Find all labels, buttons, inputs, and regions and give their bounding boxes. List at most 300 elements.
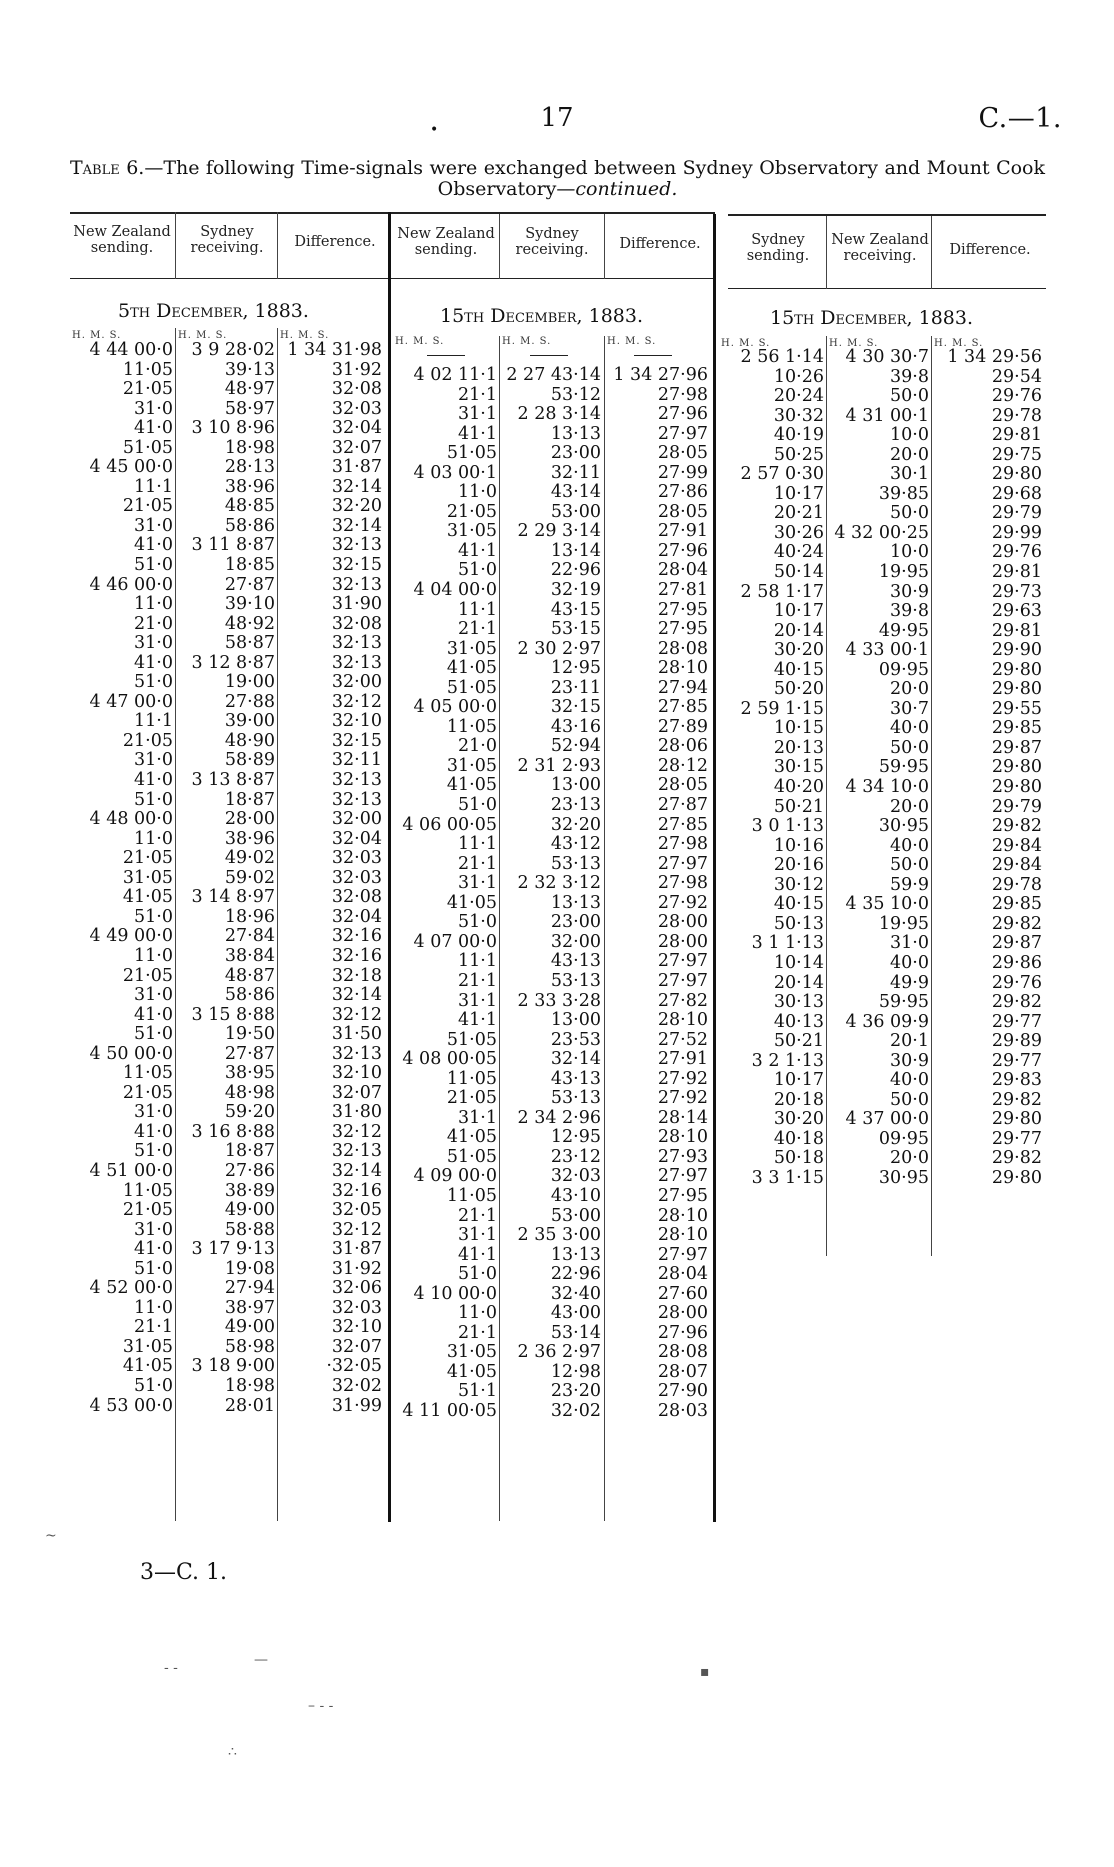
table-cell: 21·0 bbox=[134, 613, 173, 634]
table-cell: 29·82 bbox=[991, 913, 1042, 934]
table-cell: 59·02 bbox=[224, 867, 275, 888]
table-cell: 4 09 00·0 bbox=[413, 1166, 497, 1187]
ink-mark: ~ bbox=[45, 1528, 57, 1544]
table-cell: 32·02 bbox=[331, 1375, 382, 1396]
table-cell: 21·05 bbox=[446, 1088, 497, 1109]
table-cell: 43·14 bbox=[550, 482, 601, 503]
table-cell: 21·05 bbox=[122, 730, 173, 751]
table-cell: 41·05 bbox=[446, 1127, 497, 1148]
table-cell: 4 45 00·0 bbox=[89, 457, 173, 478]
table-cell: 32·00 bbox=[331, 672, 382, 693]
col-difference-3 bbox=[930, 348, 1042, 1189]
table-cell: 27·87 bbox=[657, 795, 708, 816]
table-cell: 23·20 bbox=[550, 1381, 601, 1402]
table-cell: 2 27 43·14 bbox=[506, 365, 601, 385]
table-cell: 10·0 bbox=[890, 542, 929, 563]
table-cell: 32·12 bbox=[331, 1121, 382, 1142]
table-cell: 51·0 bbox=[134, 1141, 173, 1162]
table-cell: 13·13 bbox=[550, 1244, 601, 1265]
table-cell: 40·0 bbox=[890, 718, 929, 739]
table-cell: 32·13 bbox=[331, 574, 382, 595]
table-cell: 11·05 bbox=[446, 1185, 497, 1206]
table-cell: 29·99 bbox=[991, 522, 1042, 543]
table-cell: 51·05 bbox=[122, 437, 173, 458]
table-cell: 21·05 bbox=[122, 965, 173, 986]
header-nz-sending-1 bbox=[68, 224, 176, 256]
table-cell: 51·0 bbox=[134, 789, 173, 810]
section-date-2: 15th December, 1883. bbox=[440, 305, 643, 327]
table-cell: 30·9 bbox=[890, 1050, 929, 1071]
table-cell: 19·95 bbox=[878, 913, 929, 934]
table-cell: 38·97 bbox=[224, 1297, 275, 1318]
table-cell: 4 04 00·0 bbox=[413, 580, 497, 601]
table-cell: 11·0 bbox=[458, 482, 497, 503]
table-cell: 20·1 bbox=[890, 1031, 929, 1052]
table-cell: 32·12 bbox=[331, 691, 382, 712]
table-cell: 58·97 bbox=[224, 398, 275, 419]
table-cell: 10·17 bbox=[773, 483, 824, 504]
table-cell: 30·1 bbox=[890, 464, 929, 485]
table-cell: 2 30 2·97 bbox=[517, 638, 601, 659]
table-cell: 29·54 bbox=[991, 366, 1042, 387]
table-cell: 27·81 bbox=[657, 580, 708, 601]
table-cell: 32·08 bbox=[331, 379, 382, 400]
table-cell: 31·80 bbox=[331, 1102, 382, 1123]
table-cell: 3 14 8·97 bbox=[191, 887, 275, 908]
table-cell: 51·0 bbox=[134, 672, 173, 693]
table-cell: 18·98 bbox=[224, 437, 275, 458]
col-difference-1 bbox=[276, 341, 382, 1416]
col-rule bbox=[931, 216, 932, 289]
table-cell: 28·13 bbox=[224, 457, 275, 478]
table-cell: 3 16 8·88 bbox=[191, 1121, 275, 1142]
table-cell: 4 02 11·1 bbox=[413, 365, 497, 385]
ink-mark: — bbox=[254, 1652, 268, 1668]
table-cell: 4 51 00·0 bbox=[89, 1160, 173, 1181]
table-cell: 28·10 bbox=[657, 1205, 708, 1226]
table-cell: 28·08 bbox=[657, 638, 708, 659]
table-cell: 30·20 bbox=[773, 1109, 824, 1130]
table-cell: 30·95 bbox=[878, 816, 929, 837]
table-cell: 32·15 bbox=[331, 730, 382, 751]
table-cell: 13·14 bbox=[550, 540, 601, 561]
table-cell: 09·95 bbox=[878, 659, 929, 680]
table-cell: 27·97 bbox=[657, 970, 708, 991]
rule-top-left bbox=[70, 212, 715, 214]
table-cell: 32·16 bbox=[331, 945, 382, 966]
table-cell: 41·0 bbox=[134, 652, 173, 673]
table-cell: 29·79 bbox=[991, 503, 1042, 524]
table-cell: 51·05 bbox=[446, 677, 497, 698]
table-cell: 41·1 bbox=[458, 1244, 497, 1265]
table-cell: 11·05 bbox=[122, 1180, 173, 1201]
table-cell: 28·00 bbox=[657, 931, 708, 952]
table-cell: 29·63 bbox=[991, 601, 1042, 622]
table-cell: 30·9 bbox=[890, 581, 929, 602]
table-cell: 41·05 bbox=[122, 887, 173, 908]
table-cell: 31·0 bbox=[890, 933, 929, 954]
header-nz-receiving-3 bbox=[828, 232, 932, 264]
ink-mark: – ‐ ‐ bbox=[308, 1698, 334, 1714]
table-cell: 28·03 bbox=[657, 1400, 708, 1421]
table-cell: 23·13 bbox=[550, 795, 601, 816]
table-cell: 32·03 bbox=[331, 1297, 382, 1318]
units-diff-3: H. M. S. bbox=[934, 338, 984, 349]
table-cell: 32·00 bbox=[550, 931, 601, 952]
table-cell: 32·13 bbox=[331, 789, 382, 810]
table-cell: 2 59 1·15 bbox=[740, 698, 824, 719]
table-cell: 43·12 bbox=[550, 834, 601, 855]
table-cell: 50·25 bbox=[773, 444, 824, 465]
page-number: 17 bbox=[540, 103, 574, 133]
table-cell: 27·98 bbox=[657, 834, 708, 855]
rule-header-left bbox=[70, 278, 715, 279]
table-cell: 4 30 30·7 bbox=[845, 347, 929, 367]
table-cell: 31·1 bbox=[458, 1107, 497, 1128]
table-cell: 4 52 00·0 bbox=[89, 1278, 173, 1299]
table-cell: 28·14 bbox=[657, 1107, 708, 1128]
table-cell: 31·0 bbox=[134, 985, 173, 1006]
units-nz-send-1: H. M. S. bbox=[72, 330, 122, 341]
table-cell: 51·0 bbox=[134, 1258, 173, 1279]
table-cell: 1 34 31·98 bbox=[287, 340, 382, 360]
table-cell: 29·80 bbox=[991, 464, 1042, 485]
table-cell: 22·96 bbox=[550, 1264, 601, 1285]
table-cell: 31·1 bbox=[458, 1225, 497, 1246]
table-cell: 3 0 1·13 bbox=[751, 816, 824, 837]
table-cell: 27·86 bbox=[224, 1160, 275, 1181]
table-cell: 27·97 bbox=[657, 853, 708, 874]
table-cell: 29·80 bbox=[991, 1167, 1042, 1188]
col-rule bbox=[175, 212, 176, 279]
header-line: Sydney bbox=[200, 224, 254, 240]
table-cell: 18·98 bbox=[224, 1375, 275, 1396]
table-cell: 27·96 bbox=[657, 1322, 708, 1343]
table-cell: 10·26 bbox=[773, 366, 824, 387]
table-cell: 27·97 bbox=[657, 951, 708, 972]
table-cell: 32·15 bbox=[331, 555, 382, 576]
table-cell: 10·17 bbox=[773, 1070, 824, 1091]
col-syd-receiving-1 bbox=[174, 341, 275, 1416]
table-cell: 32·03 bbox=[331, 398, 382, 419]
table-cell: 41·05 bbox=[446, 658, 497, 679]
table-cell: 32·13 bbox=[331, 1141, 382, 1162]
table-cell: 3 3 1·15 bbox=[751, 1167, 824, 1188]
blank-dash bbox=[427, 355, 465, 356]
table-cell: 29·78 bbox=[991, 405, 1042, 426]
table-cell: 32·10 bbox=[331, 1063, 382, 1084]
table-cell: 21·1 bbox=[458, 970, 497, 991]
table-cell: 49·95 bbox=[878, 620, 929, 641]
table-cell: 51·1 bbox=[458, 1381, 497, 1402]
table-cell: 50·18 bbox=[773, 1148, 824, 1169]
table-cell: 29·84 bbox=[991, 855, 1042, 876]
table-cell: 50·0 bbox=[890, 737, 929, 758]
table-cell: 53·00 bbox=[550, 501, 601, 522]
table-cell: 32·04 bbox=[331, 906, 382, 927]
table-cell: 2 31 2·93 bbox=[517, 755, 601, 776]
table-cell: 50·21 bbox=[773, 796, 824, 817]
table-cell: 27·85 bbox=[657, 814, 708, 835]
table-cell: 28·07 bbox=[657, 1361, 708, 1382]
table-cell: 4 44 00·0 bbox=[89, 340, 173, 360]
table-cell: 31·90 bbox=[331, 594, 382, 615]
table-cell: 1 34 29·56 bbox=[947, 347, 1042, 367]
table-cell: 29·68 bbox=[991, 483, 1042, 504]
table-cell: 21·0 bbox=[458, 736, 497, 757]
table-cell: 2 57 0·30 bbox=[740, 464, 824, 485]
table-cell: 29·84 bbox=[991, 835, 1042, 856]
table-cell: 2 35 3·00 bbox=[517, 1225, 601, 1246]
table-cell: 53·00 bbox=[550, 1205, 601, 1226]
table-cell: 49·00 bbox=[224, 1200, 275, 1221]
table-cell: 51·05 bbox=[446, 1029, 497, 1050]
table-cell: 10·0 bbox=[890, 425, 929, 446]
table-cell: 41·0 bbox=[134, 770, 173, 791]
table-cell: 41·0 bbox=[134, 1239, 173, 1260]
table-cell: 13·00 bbox=[550, 1010, 601, 1031]
table-cell: 20·21 bbox=[773, 503, 824, 524]
table-cell: 40·20 bbox=[773, 777, 824, 798]
table-cell: 31·1 bbox=[458, 990, 497, 1011]
table-cell: 3 13 8·87 bbox=[191, 770, 275, 791]
table-cell: 27·98 bbox=[657, 384, 708, 405]
table-cell: 10·14 bbox=[773, 952, 824, 973]
table-cell: 29·79 bbox=[991, 796, 1042, 817]
table-cell: 21·1 bbox=[458, 853, 497, 874]
table-cell: 20·14 bbox=[773, 620, 824, 641]
table-cell: 11·0 bbox=[134, 594, 173, 615]
table-cell: 51·0 bbox=[458, 795, 497, 816]
table-cell: 51·0 bbox=[134, 1375, 173, 1396]
table-cell: 11·1 bbox=[458, 599, 497, 620]
table-cell: 27·95 bbox=[657, 1185, 708, 1206]
table-cell: 30·20 bbox=[773, 640, 824, 661]
header-difference-2: Difference. bbox=[619, 236, 701, 252]
table-cell: 4 31 00·1 bbox=[845, 405, 929, 426]
table-cell: 32·16 bbox=[331, 1180, 382, 1201]
table-cell: 30·13 bbox=[773, 992, 824, 1013]
table-cell: 43·13 bbox=[550, 1068, 601, 1089]
header-line: receiving. bbox=[515, 242, 589, 258]
table-cell: 2 32 3·12 bbox=[517, 873, 601, 894]
table-cell: 4 36 09·9 bbox=[845, 1011, 929, 1032]
table-cell: 58·87 bbox=[224, 633, 275, 654]
table-cell: 11·1 bbox=[458, 951, 497, 972]
table-cell: 3 9 28·02 bbox=[191, 340, 275, 360]
table-cell: 4 06 00·05 bbox=[402, 814, 497, 835]
table-cell: 21·1 bbox=[458, 384, 497, 405]
table-cell: 19·95 bbox=[878, 562, 929, 583]
table-cell: 29·86 bbox=[991, 952, 1042, 973]
table-cell: 30·12 bbox=[773, 874, 824, 895]
table-cell: 18·85 bbox=[224, 555, 275, 576]
table-cell: 58·88 bbox=[224, 1219, 275, 1240]
table-cell: 30·7 bbox=[890, 698, 929, 719]
table-cell: 27·87 bbox=[224, 574, 275, 595]
table-cell: 23·53 bbox=[550, 1029, 601, 1050]
table-cell: 27·86 bbox=[657, 482, 708, 503]
table-cell: 32·03 bbox=[331, 867, 382, 888]
title-text: —The following Time-signals were exchanged between Sydney Observatory and Mount Cook bbox=[144, 157, 1046, 179]
table-cell: 31·05 bbox=[446, 755, 497, 776]
rule-top-right bbox=[728, 214, 1046, 216]
table-cell: 59·95 bbox=[878, 992, 929, 1013]
table-cell: 10·17 bbox=[773, 601, 824, 622]
table-cell: 41·0 bbox=[134, 535, 173, 556]
table-cell: 28·00 bbox=[224, 809, 275, 830]
table-cell: 31·0 bbox=[134, 1219, 173, 1240]
table-cell: 30·26 bbox=[773, 522, 824, 543]
table-cell: 20·0 bbox=[890, 444, 929, 465]
table-cell: 31·0 bbox=[134, 515, 173, 536]
table-cell: 40·15 bbox=[773, 894, 824, 915]
table-cell: 21·1 bbox=[458, 1322, 497, 1343]
table-cell: 11·1 bbox=[134, 476, 173, 497]
header-syd-receiving-1 bbox=[176, 224, 278, 256]
table-cell: 29·80 bbox=[991, 659, 1042, 680]
table-cell: 58·86 bbox=[224, 985, 275, 1006]
table-cell: 40·24 bbox=[773, 542, 824, 563]
table-cell: 27·92 bbox=[657, 1068, 708, 1089]
col-syd-receiving-2 bbox=[498, 366, 601, 1422]
blank-dash bbox=[530, 355, 568, 356]
table-cell: 32·11 bbox=[550, 462, 601, 483]
table-cell: 09·95 bbox=[878, 1128, 929, 1149]
table-cell: 32·18 bbox=[331, 965, 382, 986]
table-cell: 2 28 3·14 bbox=[517, 404, 601, 425]
table-cell: 29·77 bbox=[991, 1050, 1042, 1071]
table-cell: 41·05 bbox=[446, 892, 497, 913]
table-cell: 27·94 bbox=[224, 1278, 275, 1299]
table-cell: 4 46 00·0 bbox=[89, 574, 173, 595]
table-cell: 31·0 bbox=[134, 398, 173, 419]
table-cell: 50·0 bbox=[890, 1089, 929, 1110]
table-cell: 21·05 bbox=[122, 848, 173, 869]
table-cell: 27·92 bbox=[657, 892, 708, 913]
table-cell: 28·05 bbox=[657, 443, 708, 464]
table-cell: 52·94 bbox=[550, 736, 601, 757]
section-divider bbox=[713, 214, 716, 1522]
table-cell: 11·0 bbox=[458, 1303, 497, 1324]
table-cell: 4 34 10·0 bbox=[845, 777, 929, 798]
table-cell: 31·05 bbox=[446, 521, 497, 542]
table-cell: 38·96 bbox=[224, 476, 275, 497]
table-cell: 21·1 bbox=[134, 1317, 173, 1338]
table-cell: 32·20 bbox=[550, 814, 601, 835]
table-cell: 27·95 bbox=[657, 619, 708, 640]
table-cell: 2 36 2·97 bbox=[517, 1342, 601, 1363]
rule-header-right bbox=[728, 288, 1046, 289]
table-cell: 3 15 8·88 bbox=[191, 1004, 275, 1025]
table-cell: 32·14 bbox=[331, 476, 382, 497]
table-cell: 38·95 bbox=[224, 1063, 275, 1084]
table-cell: 32·16 bbox=[331, 926, 382, 947]
table-cell: 31·92 bbox=[331, 1258, 382, 1279]
table-cell: 31·05 bbox=[446, 1342, 497, 1363]
ink-mark: ∴ bbox=[228, 1744, 237, 1760]
table-cell: 40·0 bbox=[890, 1070, 929, 1091]
table-cell: 20·24 bbox=[773, 386, 824, 407]
table-cell: 41·1 bbox=[458, 540, 497, 561]
header-line: sending. bbox=[90, 240, 154, 256]
units-syd-recv-2: H. M. S. bbox=[502, 336, 552, 347]
ink-mark: ‐ ‐ bbox=[164, 1660, 178, 1676]
col-nz-receiving-3 bbox=[825, 348, 929, 1189]
table-cell: 28·12 bbox=[657, 755, 708, 776]
table-cell: 27·97 bbox=[657, 1166, 708, 1187]
table-cell: 41·1 bbox=[458, 1010, 497, 1031]
table-cell: 51·0 bbox=[134, 906, 173, 927]
table-cell: 30·95 bbox=[878, 1167, 929, 1188]
table-cell: 43·16 bbox=[550, 716, 601, 737]
table-cell: 29·82 bbox=[991, 816, 1042, 837]
table-cell: 12·95 bbox=[550, 658, 601, 679]
table-cell: 28·00 bbox=[657, 912, 708, 933]
table-cell: 31·0 bbox=[134, 750, 173, 771]
table-cell: 29·89 bbox=[991, 1031, 1042, 1052]
bullet-mark: • bbox=[430, 122, 439, 138]
col-rule bbox=[826, 216, 827, 289]
table-cell: 31·05 bbox=[122, 1336, 173, 1357]
page-footer: 3—C. 1. bbox=[140, 1560, 228, 1585]
table-cell: 23·12 bbox=[550, 1146, 601, 1167]
table-cell: 19·00 bbox=[224, 672, 275, 693]
table-cell: 31·87 bbox=[331, 1239, 382, 1260]
header-line: receiving. bbox=[843, 248, 917, 264]
header-line: sending. bbox=[414, 242, 478, 258]
table-cell: 23·00 bbox=[550, 443, 601, 464]
table-cell: 11·1 bbox=[458, 834, 497, 855]
table-cell: 18·87 bbox=[224, 789, 275, 810]
header-line: Sydney bbox=[751, 232, 805, 248]
units-diff-1: H. M. S. bbox=[280, 330, 330, 341]
table-cell: 4 05 00·0 bbox=[413, 697, 497, 718]
table-cell: 43·10 bbox=[550, 1185, 601, 1206]
table-cell: 3 18 9·00 bbox=[191, 1356, 275, 1377]
table-cell: 40·18 bbox=[773, 1128, 824, 1149]
table-cell: 32·20 bbox=[331, 496, 382, 517]
header-line: New Zealand bbox=[831, 232, 929, 248]
table-cell: 29·77 bbox=[991, 1011, 1042, 1032]
table-cell: 29·83 bbox=[991, 1070, 1042, 1091]
table-cell: 31·05 bbox=[446, 638, 497, 659]
col-rule bbox=[277, 212, 278, 279]
table-cell: 53·14 bbox=[550, 1322, 601, 1343]
table-cell: 28·05 bbox=[657, 501, 708, 522]
table-cell: 21·05 bbox=[122, 1200, 173, 1221]
table-cell: 10·15 bbox=[773, 718, 824, 739]
table-cell: 43·00 bbox=[550, 1303, 601, 1324]
table-cell: 31·05 bbox=[122, 867, 173, 888]
table-cell: 27·97 bbox=[657, 1244, 708, 1265]
table-cell: 32·19 bbox=[550, 580, 601, 601]
table-cell: 4 49 00·0 bbox=[89, 926, 173, 947]
table-cell: 29·81 bbox=[991, 425, 1042, 446]
table-cell: 10·16 bbox=[773, 835, 824, 856]
table-cell: 50·0 bbox=[890, 855, 929, 876]
table-cell: 41·05 bbox=[446, 1361, 497, 1382]
table-cell: 58·86 bbox=[224, 515, 275, 536]
table-cell: 29·85 bbox=[991, 894, 1042, 915]
table-cell: 39·00 bbox=[224, 711, 275, 732]
table-cell: 29·87 bbox=[991, 933, 1042, 954]
table-cell: 50·0 bbox=[890, 386, 929, 407]
table-cell: 21·1 bbox=[458, 619, 497, 640]
table-cell: 20·16 bbox=[773, 855, 824, 876]
table-cell: 27·91 bbox=[657, 1049, 708, 1070]
table-cell: 38·84 bbox=[224, 945, 275, 966]
